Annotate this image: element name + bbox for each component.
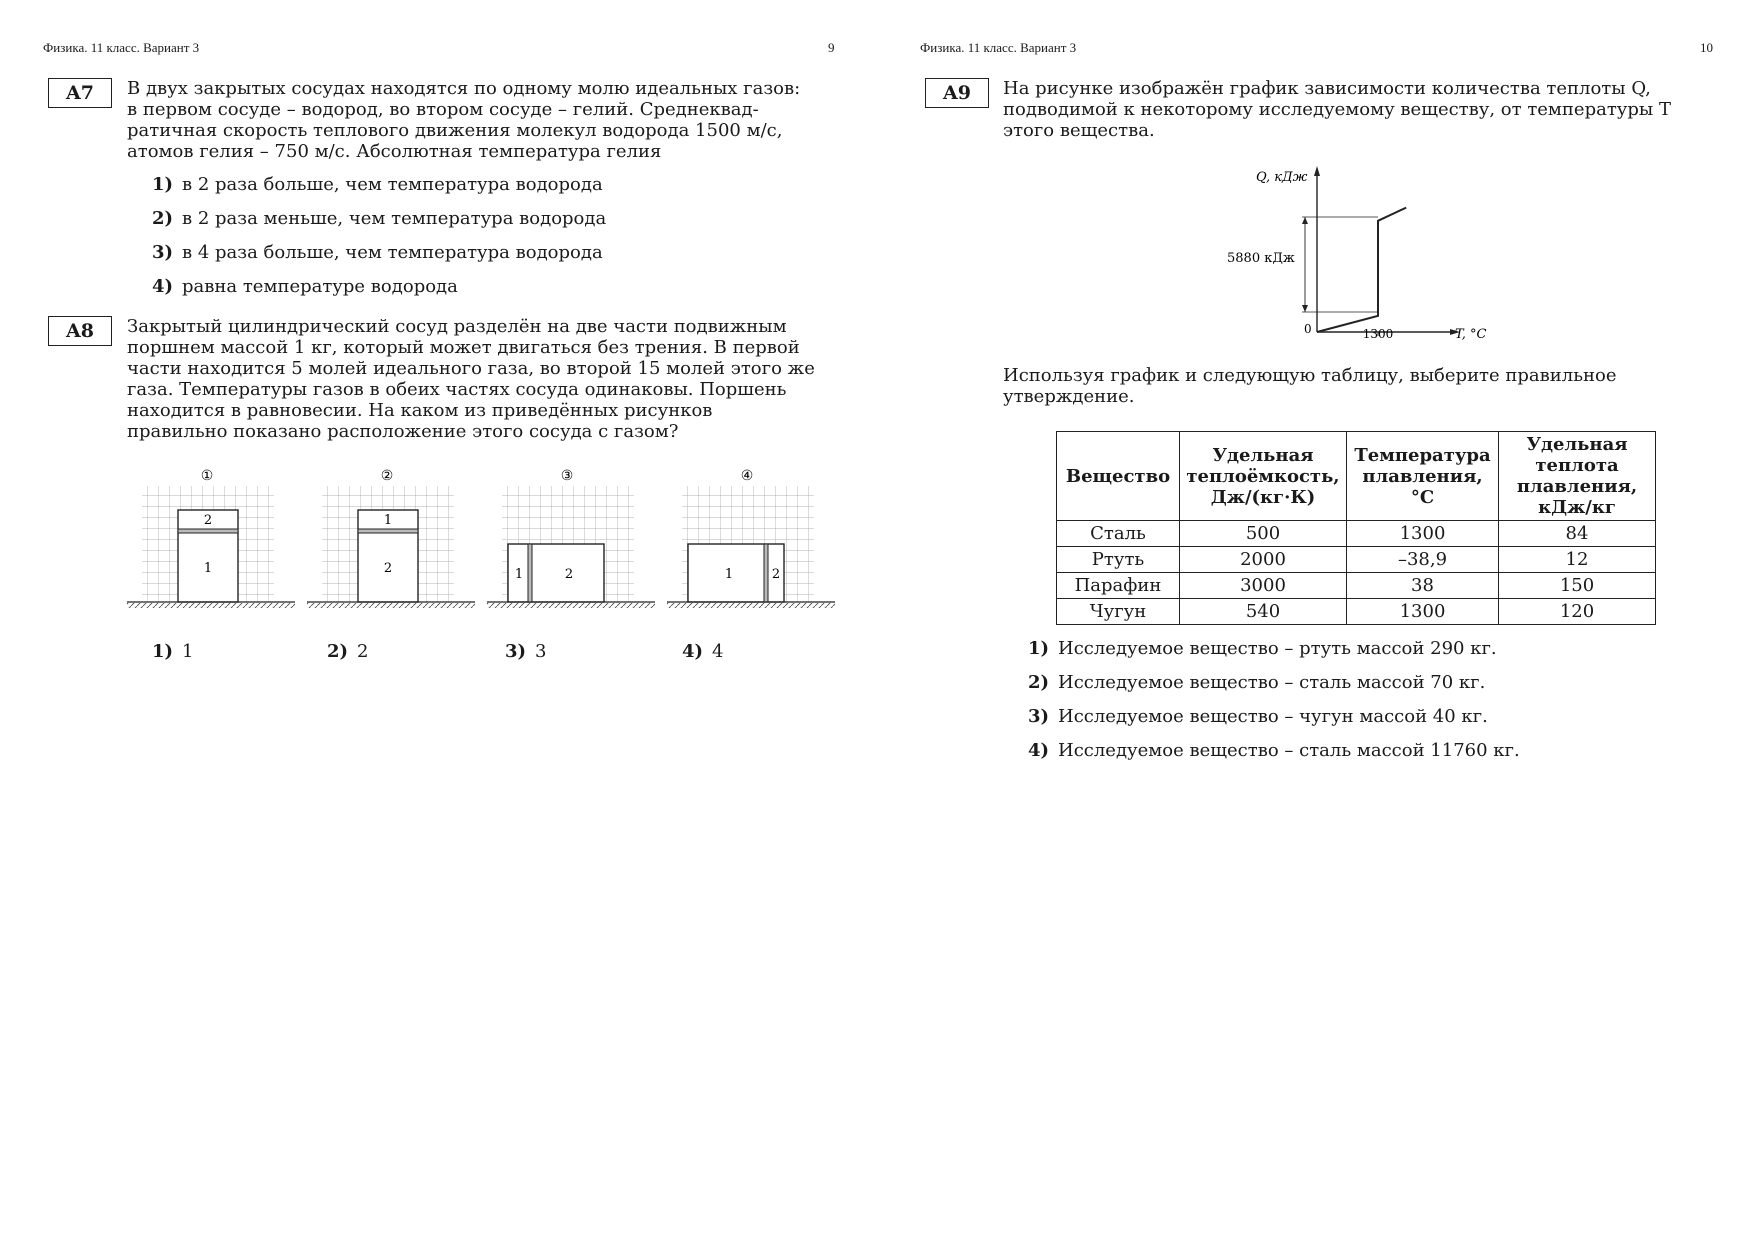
dimension-arrow-top	[1302, 217, 1308, 224]
heat-temperature-chart	[1220, 160, 1520, 350]
answer-option[interactable]: 1) в 2 раза больше, чем температура водорода	[152, 174, 603, 195]
answer-option[interactable]: 2) 2	[327, 641, 369, 662]
page-number: 10	[1700, 40, 1713, 55]
ground-hatch	[487, 603, 655, 608]
table-header-cell: Температура плавления, °С	[1347, 432, 1499, 521]
table-header-cell: Удельная теплота плавления, кДж/кг	[1499, 432, 1656, 521]
question-text-a7	[127, 78, 837, 162]
table-cell: Сталь	[1057, 521, 1180, 547]
piston	[358, 529, 418, 533]
answer-option[interactable]: 3) 3	[505, 641, 547, 662]
gas-part-label: 1	[514, 567, 524, 582]
vessel	[688, 544, 784, 602]
table-header-row	[1057, 432, 1656, 521]
question-label-a7: A7	[48, 78, 112, 108]
answer-option[interactable]: 2) Исследуемое вещество – сталь массой 70 кг.	[1028, 672, 1486, 693]
x-axis-label: T, °C	[1455, 327, 1487, 342]
gas-part-label: 2	[383, 561, 393, 576]
gas-part-label: 2	[771, 567, 781, 582]
answer-option[interactable]: 3) Исследуемое вещество – чугун массой 40 кг.	[1028, 706, 1488, 727]
table-row	[1057, 599, 1656, 625]
question-text-a8	[127, 316, 837, 442]
annotation-label: 5880 кДж	[1227, 251, 1295, 266]
table-cell: 1300	[1347, 521, 1499, 547]
piston	[528, 544, 532, 602]
text-line: В двух закрытых сосудах находятся по одному молю идеальных газов:	[127, 78, 801, 99]
table-cell: Ртуть	[1057, 547, 1180, 573]
answer-option[interactable]: 2) в 2 раза меньше, чем температура водорода	[152, 208, 607, 229]
table-cell: 12	[1499, 547, 1656, 573]
figure-number: ④	[740, 468, 754, 484]
dimension-arrow-bottom	[1302, 305, 1308, 312]
table-cell: 500	[1180, 521, 1347, 547]
text-line: этого вещества.	[1003, 120, 1155, 141]
text-line: утверждение.	[1003, 386, 1135, 407]
y-axis-label: Q, кДж	[1256, 170, 1308, 185]
gas-part-label: 1	[724, 567, 734, 582]
text-line: правильно показано расположение этого сосуда с газом?	[127, 421, 679, 442]
text-line: На рисунке изображён график зависимости количества теплоты Q,	[1003, 78, 1651, 99]
table-cell: Парафин	[1057, 573, 1180, 599]
gas-part-label: 2	[203, 513, 213, 528]
piston	[764, 544, 768, 602]
figure-2[interactable]	[307, 468, 475, 608]
ground-hatch	[127, 603, 295, 608]
table-header-cell: Удельная теплоёмкость, Дж/(кг·К)	[1180, 432, 1347, 521]
page-header-title: Физика. 11 класс. Вариант 3	[43, 40, 200, 55]
page-number: 9	[828, 40, 835, 55]
piston	[178, 529, 238, 533]
gas-part-label: 1	[383, 513, 393, 528]
table-cell: 120	[1499, 599, 1656, 625]
question-label-a9: A9	[925, 78, 989, 108]
table-cell: 3000	[1180, 573, 1347, 599]
text-line: Используя график и следующую таблицу, выберите правильное	[1003, 365, 1617, 386]
y-axis-arrow	[1314, 166, 1320, 176]
substance-table	[1056, 431, 1656, 625]
text-line: Закрытый цилиндрический сосуд разделён на две части подвижным	[127, 316, 787, 337]
answer-option[interactable]: 3) в 4 раза больше, чем температура водорода	[152, 242, 603, 263]
figure-number: ③	[560, 468, 574, 484]
text-line: ратичная скорость теплового движения молекул водорода 1500 м/с,	[127, 120, 783, 141]
answer-option[interactable]: 4) 4	[682, 641, 724, 662]
figure-3[interactable]	[487, 468, 655, 608]
table-row	[1057, 573, 1656, 599]
table-header-cell: Вещество	[1057, 432, 1180, 521]
x-tick-label: 1300	[1362, 327, 1394, 341]
series-line	[1317, 208, 1406, 332]
vessel-figures	[125, 462, 845, 612]
table-cell: 84	[1499, 521, 1656, 547]
text-line: атомов гелия – 750 м/с. Абсолютная температура гелия	[127, 141, 662, 162]
origin-label: 0	[1304, 322, 1312, 336]
text-line: поршнем массой 1 кг, который может двигаться без трения. В первой	[127, 337, 800, 358]
answer-option[interactable]: 1) 1	[152, 641, 194, 662]
table-cell: Чугун	[1057, 599, 1180, 625]
figure-4[interactable]	[667, 468, 835, 608]
gas-part-label: 2	[564, 567, 574, 582]
text-line: находится в равновесии. На каком из приведённых рисунков	[127, 400, 713, 421]
table-row	[1057, 521, 1656, 547]
instruction-text-a9	[1003, 365, 1713, 407]
table-row	[1057, 547, 1656, 573]
text-line: газа. Температуры газов в обеих частях сосуда одинаковы. Поршень	[127, 379, 787, 400]
page-header-title: Физика. 11 класс. Вариант 3	[920, 40, 1077, 55]
question-text-a9	[1003, 78, 1713, 141]
answer-option[interactable]: 4) Исследуемое вещество – сталь массой 11760 кг.	[1028, 740, 1520, 761]
text-line: части находится 5 молей идеального газа, во второй 15 молей этого же	[127, 358, 815, 379]
table-cell: –38,9	[1347, 547, 1499, 573]
answer-option[interactable]: 1) Исследуемое вещество – ртуть массой 290 кг.	[1028, 638, 1497, 659]
table-cell: 38	[1347, 573, 1499, 599]
question-label-a8: A8	[48, 316, 112, 346]
figure-number: ②	[380, 468, 394, 484]
table-cell: 1300	[1347, 599, 1499, 625]
figure-1[interactable]	[127, 468, 295, 608]
text-line: в первом сосуде – водород, во втором сосуде – гелий. Среднеквад-	[127, 99, 759, 120]
answer-option[interactable]: 4) равна температуре водорода	[152, 276, 458, 297]
ground-hatch	[667, 603, 835, 608]
table-cell: 150	[1499, 573, 1656, 599]
table-cell: 540	[1180, 599, 1347, 625]
figure-number: ①	[200, 468, 214, 484]
ground-hatch	[307, 603, 475, 608]
table-cell: 2000	[1180, 547, 1347, 573]
text-line: подводимой к некоторому исследуемому веществу, от температуры T	[1003, 99, 1671, 120]
gas-part-label: 1	[203, 561, 213, 576]
